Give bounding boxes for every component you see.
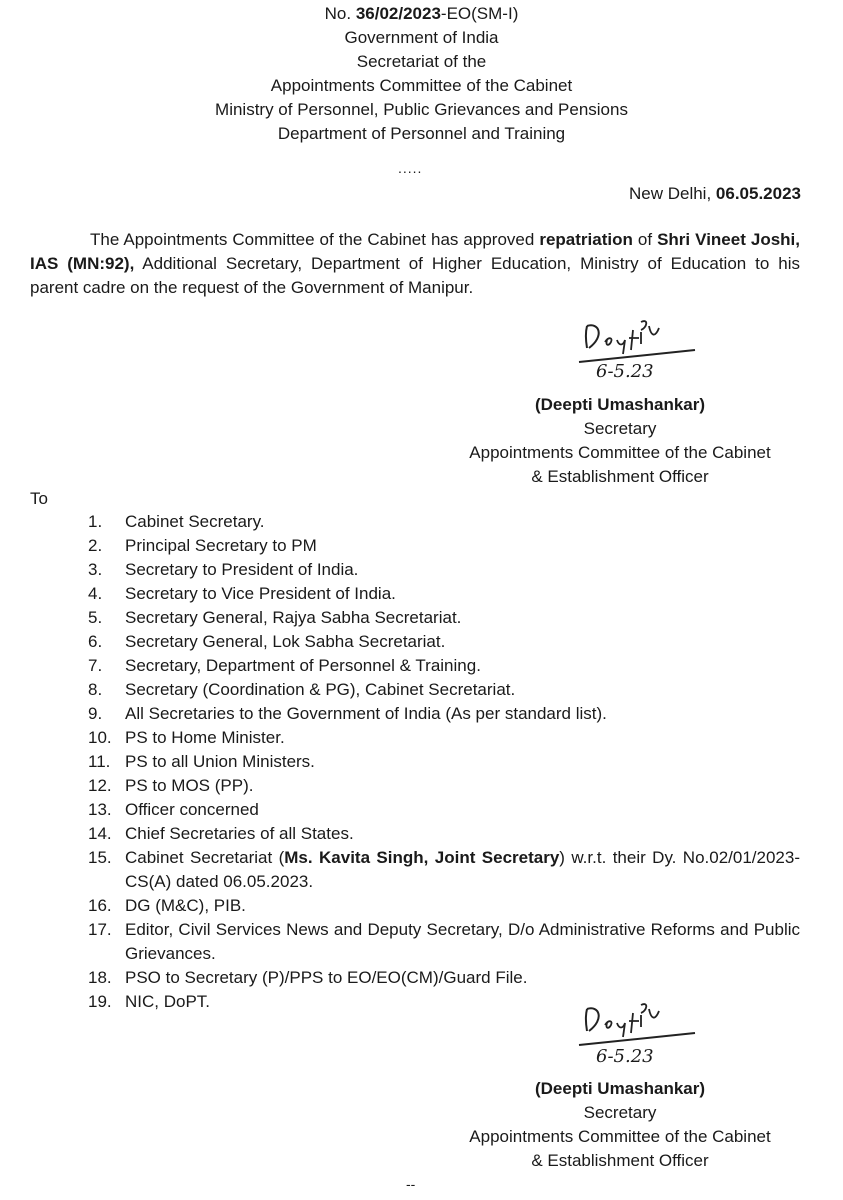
order-number bbox=[0, 2, 843, 26]
recipient-text: Principal Secretary to PM bbox=[125, 536, 317, 555]
date-place: New Delhi, bbox=[628, 184, 716, 203]
order-number-suffix: -EO(SM-I) bbox=[440, 4, 519, 23]
signatory-office-2: & Establishment Officer bbox=[531, 467, 709, 486]
recipient-text: PSO to Secretary (P)/PPS to EO/EO(CM)/Guard File. bbox=[125, 968, 528, 987]
recipient-number: 14. bbox=[88, 824, 112, 843]
recipient-text: PS to all Union Ministers. bbox=[125, 752, 315, 771]
recipient-text: Chief Secretaries of all States. bbox=[125, 824, 354, 843]
recipient-item bbox=[88, 702, 800, 726]
recipient-item bbox=[88, 726, 800, 750]
recipient-number: 5. bbox=[88, 608, 103, 627]
body-paragraph bbox=[30, 228, 800, 300]
recipient-number: 17. bbox=[88, 920, 112, 939]
date-value: 06.05.2023 bbox=[715, 184, 801, 203]
header-secretariat: Secretariat of the bbox=[356, 52, 487, 71]
recipient-item bbox=[88, 918, 800, 966]
recipient-item bbox=[88, 750, 800, 774]
letter-date bbox=[629, 182, 801, 206]
recipient-text: Secretary General, Lok Sabha Secretariat. bbox=[125, 632, 446, 651]
recipient-number: 11. bbox=[88, 752, 111, 771]
recipient-number: 19. bbox=[88, 992, 112, 1011]
recipient-number: 6. bbox=[88, 632, 103, 651]
signatory-office-1-2: Appointments Committee of the Cabinet bbox=[469, 1127, 771, 1146]
header-committee: Appointments Committee of the Cabinet bbox=[270, 76, 573, 95]
signature-date-2: 6-5.23 bbox=[596, 1046, 654, 1067]
body-text-2: of bbox=[632, 230, 658, 249]
recipient-number: 10. bbox=[88, 728, 112, 747]
recipient-item bbox=[88, 678, 800, 702]
recipient-text: Secretary to President of India. bbox=[125, 560, 359, 579]
order-number-bold: 36/02/2023 bbox=[355, 4, 441, 23]
header-separator-dots: ..... bbox=[398, 160, 423, 176]
recipient-item bbox=[88, 966, 800, 990]
body-bold-officer: Shri Vineet Joshi, IAS (MN:92), bbox=[30, 230, 801, 273]
signatory-office-2-2: & Establishment Officer bbox=[531, 1151, 709, 1170]
recipient-text-after: ) w.r.t. their Dy. No.02/01/2023-CS(A) dated 06.05.2023. bbox=[125, 848, 801, 891]
body-bold-repatriation: repatriation bbox=[539, 230, 633, 249]
recipient-text: Secretary, Department of Personnel & Training. bbox=[125, 656, 481, 675]
recipient-number: 16. bbox=[88, 896, 112, 915]
recipient-item bbox=[88, 630, 800, 654]
recipient-item bbox=[88, 846, 800, 894]
recipient-text: Secretary to Vice President of India. bbox=[125, 584, 396, 603]
recipient-text: Secretary General, Rajya Sabha Secretariat. bbox=[125, 608, 462, 627]
recipient-text-bold: Ms. Kavita Singh, Joint Secretary bbox=[284, 848, 560, 867]
signatory-designation: Secretary bbox=[583, 419, 657, 438]
recipient-number: 2. bbox=[88, 536, 103, 555]
recipient-number: 7. bbox=[88, 656, 103, 675]
recipient-item bbox=[88, 510, 800, 534]
order-number-prefix: No. bbox=[324, 4, 356, 23]
body-text-3: Additional Secretary, Department of Higher Education, Ministry of Education to his parent cadre on the request of the Government of Manipur. bbox=[30, 254, 800, 297]
to-label: To bbox=[30, 489, 48, 508]
recipient-item bbox=[88, 798, 800, 822]
recipient-number: 1. bbox=[88, 512, 103, 531]
recipient-text: PS to MOS (PP). bbox=[125, 776, 254, 795]
signatory-office-1: Appointments Committee of the Cabinet bbox=[469, 443, 771, 462]
recipient-number: 9. bbox=[88, 704, 103, 723]
letter-header bbox=[0, 2, 843, 146]
recipient-item bbox=[88, 558, 800, 582]
recipient-number: 18. bbox=[88, 968, 112, 987]
recipient-text: Secretary (Coordination & PG), Cabinet Secretariat. bbox=[125, 680, 516, 699]
header-department: Department of Personnel and Training bbox=[277, 124, 566, 143]
recipient-item bbox=[88, 654, 800, 678]
recipient-number: 15. bbox=[88, 848, 112, 867]
recipient-number: 4. bbox=[88, 584, 103, 603]
recipient-text: NIC, DoPT. bbox=[125, 992, 211, 1011]
recipient-text: DG (M&C), PIB. bbox=[125, 896, 246, 915]
recipient-item bbox=[88, 582, 800, 606]
signature-date-1: 6-5.23 bbox=[596, 361, 654, 382]
signature-block-1 bbox=[430, 393, 810, 489]
recipient-text: Cabinet Secretariat ( bbox=[125, 848, 285, 867]
recipient-text: Officer concerned bbox=[125, 800, 259, 819]
header-government: Government of India bbox=[344, 28, 499, 47]
recipient-list bbox=[88, 510, 800, 1014]
signatory-designation-2: Secretary bbox=[583, 1103, 657, 1122]
recipient-item bbox=[88, 774, 800, 798]
recipient-text: Editor, Civil Services News and Deputy Secretary, D/o Administrative Reforms and Public Grievances. bbox=[125, 920, 800, 963]
recipient-number: 8. bbox=[88, 680, 103, 699]
recipient-number: 12. bbox=[88, 776, 112, 795]
footer-dash: -- bbox=[406, 1176, 416, 1192]
recipient-text: Cabinet Secretary. bbox=[125, 512, 265, 531]
recipient-number: 13. bbox=[88, 800, 112, 819]
recipient-item bbox=[88, 534, 800, 558]
header-ministry: Ministry of Personnel, Public Grievances and Pensions bbox=[215, 100, 628, 119]
signatory-name-2: (Deepti Umashankar) bbox=[534, 1079, 706, 1098]
recipient-item bbox=[88, 894, 800, 918]
recipient-item bbox=[88, 606, 800, 630]
recipient-text: PS to Home Minister. bbox=[125, 728, 285, 747]
body-text-1: The Appointments Committee of the Cabinet has approved bbox=[90, 230, 540, 249]
recipient-number: 3. bbox=[88, 560, 103, 579]
recipient-text: All Secretaries to the Government of India (As per standard list). bbox=[125, 704, 607, 723]
recipient-item bbox=[88, 822, 800, 846]
signatory-name: (Deepti Umashankar) bbox=[534, 395, 706, 414]
signature-block-2 bbox=[430, 1077, 810, 1173]
